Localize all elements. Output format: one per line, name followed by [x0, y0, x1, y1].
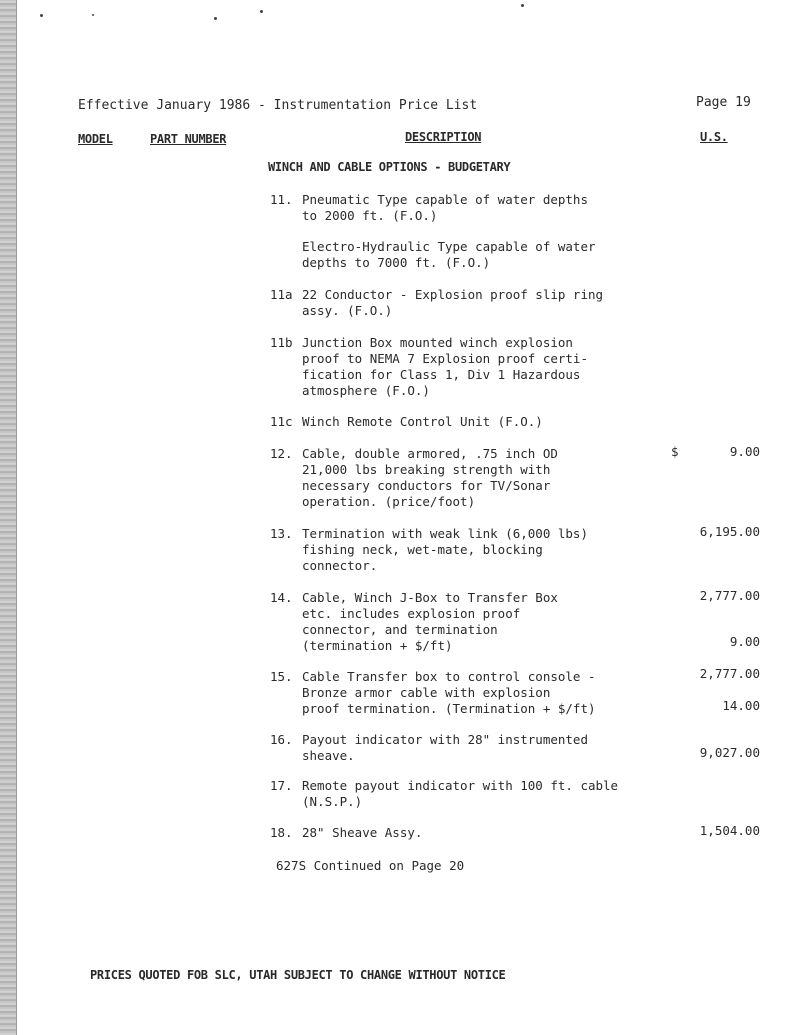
- binding-edge: [0, 0, 17, 1035]
- scan-speck: [40, 14, 43, 17]
- scan-speck: [260, 10, 263, 13]
- column-model: MODEL: [78, 132, 113, 146]
- item-text: Cable Transfer box to control console -: [302, 669, 596, 684]
- list-item: [270, 526, 588, 574]
- item-text: Remote payout indicator with 100 ft. cable: [302, 778, 619, 793]
- item-text: depths to 7000 ft. (F.O.): [302, 255, 491, 270]
- item-text: proof to NEMA 7 Explosion proof certi-: [302, 351, 588, 366]
- item-number: 11.: [270, 192, 293, 207]
- item-text: (N.S.P.): [302, 794, 363, 809]
- item-number: 11c: [270, 414, 293, 429]
- item-number: 16.: [270, 732, 293, 747]
- list-item: [270, 239, 596, 271]
- list-item: [270, 825, 422, 841]
- scan-speck: [521, 4, 524, 7]
- list-item: [270, 414, 543, 430]
- item-text: Pneumatic Type capable of water depths: [302, 192, 588, 207]
- list-item: [270, 446, 558, 510]
- item-text: (termination + $/ft): [302, 638, 453, 653]
- item-text: 22 Conductor - Explosion proof slip ring: [302, 287, 604, 302]
- item-text: fication for Class 1, Div 1 Hazardous: [302, 367, 581, 382]
- dollar-sign: $: [671, 444, 679, 459]
- item-number: 11b: [270, 335, 293, 350]
- item-text: atmosphere (F.O.): [302, 383, 430, 398]
- list-item: [270, 669, 596, 717]
- scan-speck: [214, 17, 217, 20]
- item-text: 21,000 lbs breaking strength with: [302, 462, 551, 477]
- item-number: 17.: [270, 778, 293, 793]
- price-item-14-termination: 2,777.00: [699, 588, 760, 603]
- list-item: [270, 732, 588, 764]
- document-title: Effective January 1986 - Instrumentation Price List: [78, 98, 478, 113]
- item-text: connector.: [302, 558, 378, 573]
- item-text: fishing neck, wet-mate, blocking: [302, 542, 543, 557]
- column-us: U.S.: [700, 130, 728, 144]
- list-item: [270, 192, 588, 224]
- item-number: 11a: [270, 287, 293, 302]
- item-text: Junction Box mounted winch explosion: [302, 335, 573, 350]
- item-text: Payout indicator with 28" instrumented: [302, 732, 588, 747]
- item-number: 15.: [270, 669, 293, 684]
- column-description: DESCRIPTION: [405, 130, 482, 144]
- price-item-14-per-foot: 9.00: [729, 634, 760, 649]
- item-number: 13.: [270, 526, 293, 541]
- item-text: Winch Remote Control Unit (F.O.): [302, 414, 543, 429]
- price-item-15-termination: 2,777.00: [699, 666, 760, 681]
- item-text: Termination with weak link (6,000 lbs): [302, 526, 588, 541]
- column-part-number: PART NUMBER: [150, 132, 227, 146]
- price-item-15-per-foot: 14.00: [722, 698, 760, 713]
- scan-speck: [92, 14, 94, 16]
- item-text: etc. includes explosion proof: [302, 606, 521, 621]
- item-text: assy. (F.O.): [302, 303, 393, 318]
- price-item-18: 1,504.00: [699, 823, 760, 838]
- item-text: Cable, Winch J-Box to Transfer Box: [302, 590, 558, 605]
- item-text: 28" Sheave Assy.: [302, 825, 423, 840]
- item-number: 14.: [270, 590, 293, 605]
- item-number: 12.: [270, 446, 293, 461]
- list-item: [270, 287, 603, 319]
- item-text: necessary conductors for TV/Sonar: [302, 478, 551, 493]
- list-item: [270, 590, 558, 654]
- footer-notice: PRICES QUOTED FOB SLC, UTAH SUBJECT TO CHANGE WITHOUT NOTICE: [90, 968, 506, 982]
- item-text: sheave.: [302, 748, 355, 763]
- item-text: operation. (price/foot): [302, 494, 476, 509]
- item-text: Electro-Hydraulic Type capable of water: [302, 239, 596, 254]
- item-text: to 2000 ft. (F.O.): [302, 208, 438, 223]
- item-text: proof termination. (Termination + $/ft): [302, 701, 596, 716]
- list-item: [270, 778, 618, 810]
- item-text: Cable, double armored, .75 inch OD: [302, 446, 558, 461]
- price-item-12: 9.00: [729, 444, 760, 459]
- price-item-16: 9,027.00: [699, 745, 760, 760]
- page-number: Page 19: [696, 95, 751, 110]
- price-item-13: 6,195.00: [699, 524, 760, 539]
- continued-note: 627S Continued on Page 20: [276, 858, 465, 873]
- section-title: WINCH AND CABLE OPTIONS - BUDGETARY: [268, 160, 511, 174]
- list-item: [270, 335, 588, 399]
- item-text: connector, and termination: [302, 622, 498, 637]
- item-text: Bronze armor cable with explosion: [302, 685, 551, 700]
- item-number: 18.: [270, 825, 293, 840]
